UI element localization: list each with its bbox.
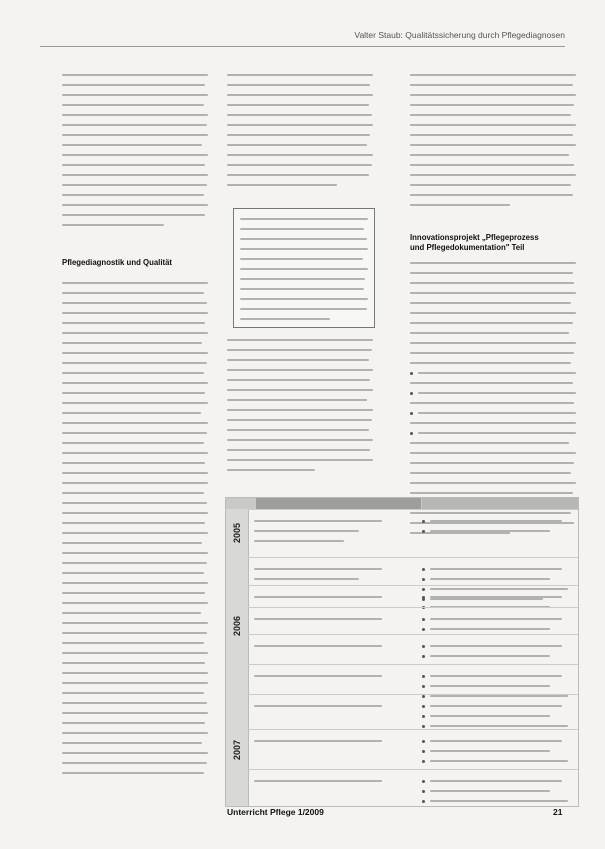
text-line <box>227 405 373 415</box>
bullet-icon <box>410 392 413 395</box>
text-line <box>62 648 208 658</box>
text-line <box>410 110 576 120</box>
bullet-icon <box>422 800 425 803</box>
text-line <box>62 688 208 698</box>
bullet-icon <box>422 685 425 688</box>
text-line <box>62 348 208 358</box>
text-line <box>62 628 208 638</box>
text-line <box>62 748 208 758</box>
text-line <box>422 592 572 602</box>
table-header-cell-1 <box>256 498 421 509</box>
text-line <box>410 358 576 368</box>
text-line <box>240 214 368 224</box>
bullet-icon <box>422 568 425 571</box>
text-line <box>62 718 208 728</box>
table-row <box>248 769 578 807</box>
text-line <box>422 786 572 796</box>
text-line <box>62 150 208 160</box>
text-line <box>240 274 368 284</box>
column-3 <box>410 70 576 210</box>
text-line <box>240 254 368 264</box>
text-line <box>254 736 404 746</box>
section-heading-innovation <box>410 233 576 253</box>
text-line <box>422 776 572 786</box>
bullet-icon <box>410 372 413 375</box>
text-line <box>410 170 576 180</box>
bullet-icon <box>422 596 425 599</box>
text-line <box>227 385 373 395</box>
text-line <box>410 428 576 438</box>
text-line <box>227 180 373 190</box>
text-line <box>227 80 373 90</box>
text-line <box>410 398 576 408</box>
text-line <box>227 465 373 475</box>
bullet-icon <box>422 705 425 708</box>
section-heading-quality <box>62 258 208 268</box>
text-line <box>240 314 368 324</box>
section-heading-innovation-line-1: Innovationsprojekt „Pflegeprozess <box>410 233 539 242</box>
text-line <box>62 708 208 718</box>
table-cell-activity <box>254 641 404 651</box>
footer-page-number: 21 <box>553 807 563 817</box>
text-line <box>240 224 368 234</box>
table-cell-content <box>422 641 572 661</box>
text-line <box>422 641 572 651</box>
text-line <box>410 458 576 468</box>
text-line <box>422 614 572 624</box>
table-cell-content <box>422 614 572 634</box>
table-cell-activity <box>254 776 404 786</box>
table-cell-content <box>422 736 572 766</box>
text-line <box>410 448 576 458</box>
text-line <box>422 574 572 584</box>
text-line <box>422 526 572 536</box>
bullet-icon <box>422 520 425 523</box>
text-line <box>62 220 208 230</box>
bullet-icon <box>422 750 425 753</box>
text-line <box>62 110 208 120</box>
text-line <box>62 388 208 398</box>
text-line <box>62 160 208 170</box>
text-line <box>227 415 373 425</box>
text-line <box>62 728 208 738</box>
text-line <box>227 110 373 120</box>
text-line <box>62 398 208 408</box>
bullet-icon <box>422 760 425 763</box>
text-line <box>62 200 208 210</box>
text-line <box>422 756 572 766</box>
text-line <box>62 588 208 598</box>
bullet-icon <box>410 412 413 415</box>
text-line <box>410 298 576 308</box>
text-line <box>62 90 208 100</box>
text-line <box>410 268 576 278</box>
text-line <box>410 140 576 150</box>
text-line <box>240 264 368 274</box>
info-box-text <box>240 214 368 324</box>
text-line <box>227 160 373 170</box>
table-row <box>248 607 578 635</box>
table-cell-activity <box>254 736 404 746</box>
text-line <box>410 150 576 160</box>
text-line <box>62 358 208 368</box>
year-cell-2006 <box>226 557 249 694</box>
year-cell-2007 <box>226 694 249 806</box>
bullet-icon <box>422 628 425 631</box>
bullet-icon <box>422 655 425 658</box>
text-line <box>410 258 576 268</box>
text-line <box>422 516 572 526</box>
column-2-body <box>227 335 373 475</box>
text-line <box>62 478 208 488</box>
text-line <box>62 438 208 448</box>
text-line <box>62 120 208 130</box>
text-line <box>227 395 373 405</box>
text-line <box>62 170 208 180</box>
text-line <box>62 568 208 578</box>
text-line <box>62 338 208 348</box>
text-line <box>410 180 576 190</box>
text-line <box>62 298 208 308</box>
text-line <box>410 90 576 100</box>
table-cell-activity <box>254 516 404 546</box>
table-cell-activity <box>254 671 404 681</box>
bullet-icon <box>422 740 425 743</box>
bullet-icon <box>422 780 425 783</box>
text-line <box>410 388 576 398</box>
section-heading-quality-text: Pflegediagnostik und Qualität <box>62 258 173 267</box>
bullet-icon <box>422 715 425 718</box>
table-row <box>248 557 578 586</box>
text-line <box>62 100 208 110</box>
table-row <box>248 509 578 558</box>
column-2 <box>227 70 373 190</box>
text-line <box>62 598 208 608</box>
text-line <box>227 140 373 150</box>
bullet-icon <box>422 790 425 793</box>
text-line <box>410 318 576 328</box>
text-line <box>227 425 373 435</box>
text-line <box>227 150 373 160</box>
bullet-icon <box>422 578 425 581</box>
text-line <box>240 234 368 244</box>
table-row <box>248 729 578 770</box>
text-line <box>410 478 576 488</box>
text-line <box>410 408 576 418</box>
text-line <box>410 200 576 210</box>
text-line <box>62 448 208 458</box>
text-line <box>62 538 208 548</box>
text-line <box>62 428 208 438</box>
text-line <box>62 638 208 648</box>
text-line <box>254 701 404 711</box>
text-line <box>422 746 572 756</box>
text-line <box>227 455 373 465</box>
text-line <box>62 468 208 478</box>
bullet-icon <box>422 675 425 678</box>
table-header-cell-2 <box>422 498 578 509</box>
text-line <box>62 608 208 618</box>
text-line <box>62 658 208 668</box>
text-line <box>62 368 208 378</box>
text-line <box>422 701 572 711</box>
text-line <box>227 375 373 385</box>
text-line <box>62 288 208 298</box>
text-line <box>227 120 373 130</box>
text-line <box>62 130 208 140</box>
table-row <box>248 664 578 695</box>
table-header <box>226 498 578 509</box>
text-line <box>227 170 373 180</box>
text-line <box>254 564 404 574</box>
text-line <box>227 335 373 345</box>
text-line <box>410 288 576 298</box>
text-line <box>227 345 373 355</box>
text-line <box>422 736 572 746</box>
text-line <box>62 458 208 468</box>
text-line <box>254 536 404 546</box>
table-row <box>248 694 578 730</box>
text-line <box>410 368 576 378</box>
text-line <box>410 338 576 348</box>
bullet-icon <box>422 618 425 621</box>
text-line <box>410 468 576 478</box>
text-line <box>422 564 572 574</box>
table-cell-content <box>422 701 572 731</box>
text-line <box>62 408 208 418</box>
text-line <box>254 641 404 651</box>
text-line <box>62 768 208 778</box>
bullet-icon <box>410 432 413 435</box>
table-row <box>248 634 578 665</box>
text-line <box>422 671 572 681</box>
footer-journal: Unterricht Pflege 1/2009 <box>227 807 324 817</box>
bullet-icon <box>422 725 425 728</box>
text-line <box>254 516 404 526</box>
text-line <box>410 80 576 90</box>
text-line <box>227 445 373 455</box>
text-line <box>227 100 373 110</box>
text-line <box>62 758 208 768</box>
year-label-2006: 2006 <box>232 615 242 636</box>
column-1-body <box>62 278 208 778</box>
text-line <box>62 328 208 338</box>
text-line <box>62 508 208 518</box>
project-table <box>225 497 579 807</box>
text-line <box>62 738 208 748</box>
text-line <box>410 70 576 80</box>
text-line <box>62 210 208 220</box>
text-line <box>62 140 208 150</box>
text-line <box>254 592 404 602</box>
table-cell-content <box>422 516 572 536</box>
text-line <box>62 528 208 538</box>
text-line <box>410 190 576 200</box>
text-line <box>62 180 208 190</box>
text-line <box>422 796 572 806</box>
text-line <box>62 488 208 498</box>
text-line <box>62 668 208 678</box>
text-line <box>254 614 404 624</box>
text-line <box>240 294 368 304</box>
text-line <box>62 70 208 80</box>
year-label-2007: 2007 <box>232 739 242 761</box>
text-line <box>254 776 404 786</box>
info-box <box>233 208 375 328</box>
text-line <box>410 438 576 448</box>
table-cell-activity <box>254 614 404 624</box>
text-line <box>62 190 208 200</box>
text-line <box>410 100 576 110</box>
bullet-icon <box>422 530 425 533</box>
text-line <box>240 284 368 294</box>
text-line <box>254 526 404 536</box>
text-line <box>227 90 373 100</box>
text-line <box>227 70 373 80</box>
text-line <box>240 244 368 254</box>
text-line <box>410 130 576 140</box>
text-line <box>62 678 208 688</box>
table-row <box>248 585 578 608</box>
text-line <box>410 328 576 338</box>
text-line <box>410 160 576 170</box>
text-line <box>62 308 208 318</box>
text-line <box>62 318 208 328</box>
text-line <box>62 378 208 388</box>
column-3-body <box>410 258 576 538</box>
running-header: Valter Staub: Qualitätssicherung durch Pflegediagnosen <box>40 30 565 47</box>
text-line <box>62 418 208 428</box>
text-line <box>62 80 208 90</box>
text-line <box>410 120 576 130</box>
text-line <box>62 518 208 528</box>
text-line <box>227 365 373 375</box>
text-line <box>62 618 208 628</box>
text-line <box>240 304 368 314</box>
table-cell-activity <box>254 701 404 711</box>
text-line <box>62 548 208 558</box>
text-line <box>422 651 572 661</box>
year-cell-2005 <box>226 509 249 557</box>
text-line <box>62 698 208 708</box>
text-line <box>410 418 576 428</box>
text-line <box>62 558 208 568</box>
text-line <box>62 498 208 508</box>
text-line <box>422 624 572 634</box>
table-cell-activity <box>254 564 404 584</box>
text-line <box>227 130 373 140</box>
text-line <box>410 308 576 318</box>
year-label-2005: 2005 <box>232 522 242 544</box>
section-heading-innovation-line-2: und Pflegedokumentation" Teil <box>410 243 525 252</box>
text-line <box>410 278 576 288</box>
text-line <box>62 578 208 588</box>
table-cell-content <box>422 776 572 806</box>
text-line <box>254 671 404 681</box>
text-line <box>410 348 576 358</box>
text-line <box>62 278 208 288</box>
text-line <box>410 378 576 388</box>
text-line <box>227 435 373 445</box>
text-line <box>227 355 373 365</box>
column-1 <box>62 70 208 230</box>
text-line <box>254 574 404 584</box>
text-line <box>422 681 572 691</box>
table-cell-activity <box>254 592 404 602</box>
bullet-icon <box>422 645 425 648</box>
text-line <box>422 711 572 721</box>
